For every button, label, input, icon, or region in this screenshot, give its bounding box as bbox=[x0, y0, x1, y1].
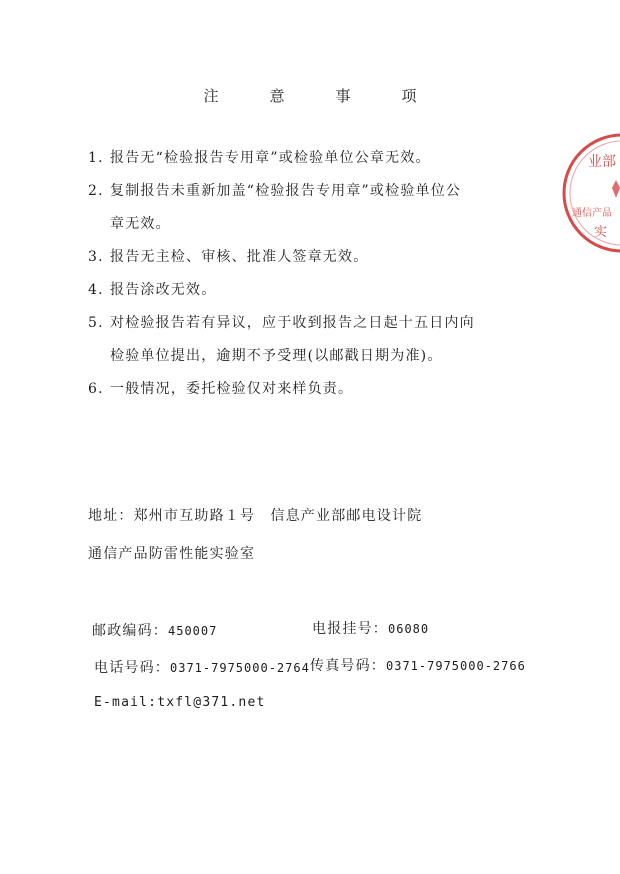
note-text: 一般情况，委托检验仅对来样负责。 bbox=[110, 381, 354, 397]
note-number: 5. bbox=[88, 315, 104, 331]
note-item-2 bbox=[88, 183, 568, 233]
email-label: E-mail: bbox=[94, 695, 158, 710]
stamp-text-bottom: 实 bbox=[594, 225, 608, 240]
telegraph-label: 电报挂号： bbox=[312, 621, 388, 637]
note-number: 3. bbox=[88, 249, 104, 265]
note-continuation: 章无效。 bbox=[110, 216, 171, 232]
phone-field bbox=[94, 657, 310, 677]
postcode-value: 450007 bbox=[168, 624, 218, 638]
page-title: 注 意 事 项 bbox=[203, 87, 435, 105]
note-item-6 bbox=[88, 381, 568, 398]
email-value: txfl@371.net bbox=[157, 695, 266, 710]
note-item-3 bbox=[88, 249, 568, 266]
fax-value: 0371-7975000-2766 bbox=[386, 659, 526, 673]
postcode-field bbox=[92, 620, 217, 640]
note-item-1 bbox=[88, 150, 568, 167]
phone-label: 电话号码： bbox=[94, 660, 170, 676]
phone-value: 0371-7975000-2764 bbox=[170, 661, 310, 675]
stamp-star-icon bbox=[612, 180, 620, 198]
note-item-4 bbox=[88, 282, 568, 299]
fax-label: 传真号码： bbox=[310, 658, 386, 674]
note-number: 1. bbox=[88, 150, 104, 166]
email-field bbox=[94, 695, 266, 710]
note-number: 2. bbox=[88, 183, 104, 199]
telegraph-value: 06080 bbox=[388, 622, 430, 636]
note-text: 报告无主检、审核、批准人签章无效。 bbox=[110, 249, 369, 265]
note-text: 报告无“检验报告专用章”或检验单位公章无效。 bbox=[110, 150, 431, 166]
address-line-2: 通信产品防雷性能实验室 bbox=[88, 546, 256, 562]
note-text: 复制报告未重新加盖“检验报告专用章”或检验单位公 bbox=[110, 183, 462, 199]
note-text: 报告涂改无效。 bbox=[110, 282, 217, 298]
note-item-5 bbox=[88, 315, 568, 365]
fax-field bbox=[310, 655, 526, 675]
note-number: 4. bbox=[88, 282, 104, 298]
note-number: 6. bbox=[88, 381, 104, 397]
note-text: 对检验报告若有异议，应于收到报告之日起十五日内向 bbox=[110, 315, 475, 331]
official-seal-stamp bbox=[560, 118, 620, 268]
stamp-text-top: 业部 bbox=[588, 154, 616, 170]
telegraph-field bbox=[312, 618, 429, 638]
address-line-1: 地址：郑州市互助路１号 信息产业部邮电设计院 bbox=[88, 508, 423, 524]
note-continuation: 检验单位提出，逾期不予受理(以邮戳日期为准)。 bbox=[110, 348, 443, 364]
postcode-label: 邮政编码： bbox=[92, 623, 168, 639]
stamp-text-middle: 通信产品 bbox=[572, 208, 612, 219]
notes-list bbox=[88, 150, 568, 414]
